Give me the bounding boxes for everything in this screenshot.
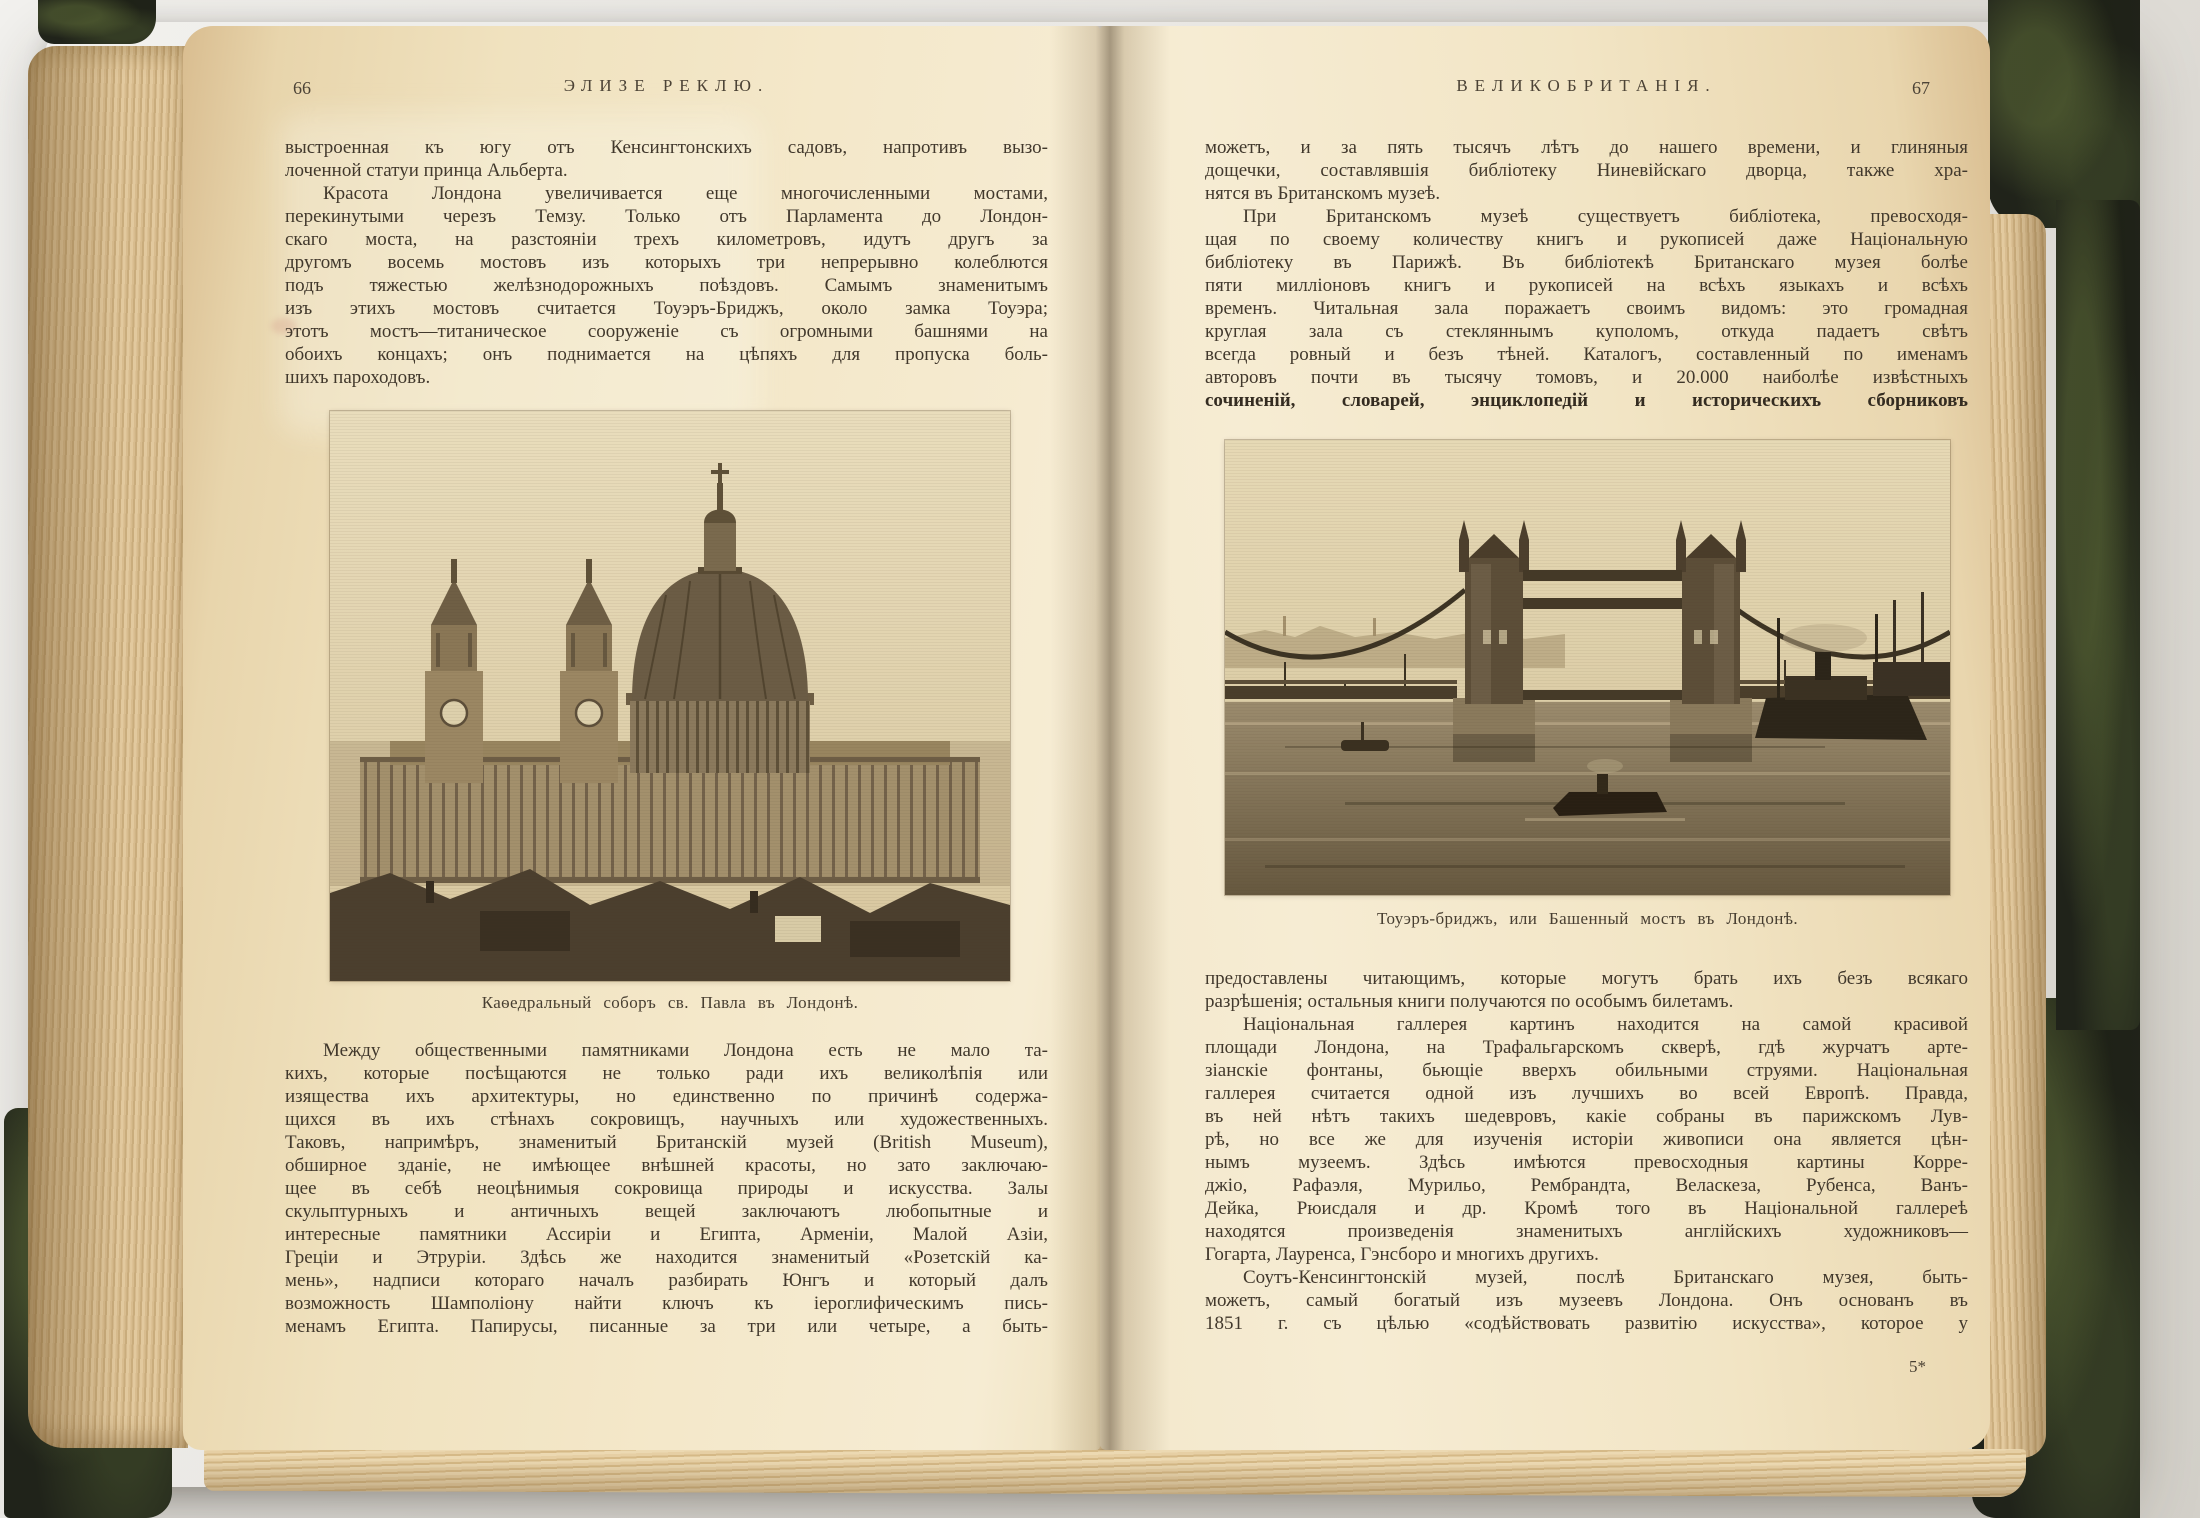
- text-line: можетъ, и за пять тысячъ лѣтъ до нашего времени, и глиняныя: [1205, 137, 1968, 158]
- paragraph-continuation: [285, 136, 1048, 182]
- text-line: разрѣшенія; остальныя книги получаются по особымъ билетамъ.: [1205, 991, 1734, 1012]
- text-line: щая по своему количеству книгъ и рукописей даже Національную: [1205, 229, 1968, 250]
- text-line: обширное зданіе, не имѣющее внѣшней красоты, но зато заключаю-: [285, 1155, 1048, 1176]
- text-line: менамъ Египта. Папирусы, писанные за три или четыре, а быть-: [285, 1316, 1048, 1337]
- page-number-67: 67: [1912, 78, 1930, 98]
- text-line: сочиненій, словарей, энциклопедій и историческихъ сборниковъ: [1205, 390, 1968, 411]
- text-line: рѣ, но все же для изученія исторіи живописи она является цѣн-: [1205, 1129, 1968, 1150]
- page-67-header: [1205, 76, 1968, 100]
- figure-tower-bridge: [1225, 440, 1950, 929]
- text-line: площади Лондона, на Трафальгарскомъ скверѣ, гдѣ журчатъ арте-: [1205, 1037, 1968, 1058]
- running-head-right: ВЕЛИКОБРИТАНІЯ.: [1456, 76, 1717, 95]
- paragraph-bridges: [285, 182, 1048, 389]
- text-line: нятся въ Британскомъ музеѣ.: [1205, 183, 1441, 204]
- text-line: 1851 г. съ цѣлью «содѣйствовать развитію искусства», которое у: [1205, 1313, 1968, 1334]
- text-line: Гогарта, Лауренса, Гэнсборо и многихъ другихъ.: [1205, 1244, 1599, 1265]
- page-66-content: [285, 76, 1048, 1338]
- text-line: джіо, Рафаэля, Мурильо, Рембрандта, Веласкеза, Рубенса, Ванъ-: [1205, 1175, 1968, 1196]
- text-line: временъ. Читальная зала поражаетъ своимъ видомъ: это громадная: [1205, 298, 1968, 319]
- text-line: лоченной статуи принца Альберта.: [285, 160, 568, 181]
- figure-caption-st-pauls: Каѳедральный соборъ св. Павла въ Лондонѣ.: [481, 993, 859, 1012]
- text-line: щихся въ ихъ стѣнахъ сокровищъ, научныхъ или художественныхъ.: [285, 1109, 1048, 1130]
- text-line: интересные памятники Ассиріи и Египта, Арменіи, Малой Азіи,: [285, 1224, 1048, 1245]
- page-67-content: [1205, 76, 1968, 1377]
- page-stack-fore-edge-left: [28, 46, 188, 1448]
- text-line: другомъ восемь мостовъ изъ которыхъ три непрерывно колеблются: [285, 252, 1048, 273]
- page-67: [1100, 26, 1990, 1450]
- page-66: [183, 26, 1100, 1450]
- tower-bridge-photo: [1225, 440, 1950, 895]
- figure-st-pauls: [330, 411, 1010, 1013]
- figure-caption-tower-bridge: Тоуэръ-бриджъ, или Башенный мостъ въ Лондонѣ.: [1376, 909, 1799, 928]
- running-head-left: ЭЛИЗЕ РЕКЛЮ.: [563, 76, 770, 95]
- text-line: библіотеку въ Парижѣ. Въ библіотекѣ Британскаго музея болѣе: [1205, 252, 1968, 273]
- text-line: скульптурныхъ и античныхъ вещей заключаютъ любопытные и: [285, 1201, 1048, 1222]
- page-stack-bottom-edge: [204, 1443, 2026, 1497]
- text-line: кихъ, которые посѣщаются не только ради ихъ великолѣпія или: [285, 1063, 1048, 1084]
- text-line: изъ этихъ мостовъ считается Тоуэръ-Бриджъ, около замка Тоуэра;: [285, 298, 1048, 319]
- book-cover-right-edge: [2056, 200, 2140, 1030]
- paragraph-national-gallery: [1205, 1013, 1968, 1266]
- text-line: выстроенная къ югу отъ Кенсингтонскихъ садовъ, напротивъ вызо-: [285, 137, 1048, 158]
- text-line: шихъ пароходовъ.: [285, 367, 431, 388]
- text-line: зіанскіе фонтаны, бьющіе вверхъ обильными струями. Національная: [1205, 1060, 1968, 1081]
- text-line: можетъ, самый богатый изъ музеевъ Лондона. Онъ основанъ въ: [1205, 1290, 1968, 1311]
- page-number-66: 66: [293, 78, 311, 98]
- text-line: нымъ музеемъ. Здѣсь имѣются превосходныя картины Корре-: [1205, 1152, 1968, 1173]
- text-line: Національная галлерея картинъ находится на самой красивой: [1243, 1014, 1968, 1035]
- book-cover-corner-top-right: [1988, 0, 2140, 228]
- paragraph-british-museum: [285, 1039, 1048, 1338]
- text-line: скаго моста, на разстояніи трехъ километровъ, идутъ другъ за: [285, 229, 1048, 250]
- paragraph-reading-tickets: [1205, 967, 1968, 1013]
- text-line: галлерея считается одной изъ лучшихъ во всей Европѣ. Правда,: [1205, 1083, 1968, 1104]
- text-line: дощечки, составлявшія библіотеку Ниневійскаго дворца, также хра-: [1205, 160, 1968, 181]
- text-line: находятся произведенія знаменитыхъ англійскихъ художниковъ—: [1205, 1221, 1968, 1242]
- text-line: предоставлены читающимъ, которые могутъ брать ихъ безъ всякаго: [1205, 968, 1968, 989]
- text-line: изящества ихъ архитектуры, но единственно по причинѣ содержа-: [285, 1086, 1048, 1107]
- paragraph-south-kensington: [1205, 1266, 1968, 1335]
- paragraph-library: [1205, 205, 1968, 412]
- text-line: перекинутыми черезъ Темзу. Только отъ Парламента до Лондон-: [285, 206, 1048, 227]
- page-stack-fore-edge-right: [1984, 214, 2046, 1458]
- signature-mark: 5*: [1909, 1357, 1926, 1376]
- text-line: въ ней нѣтъ такихъ шедевровъ, какіе собраны въ парижскомъ Лув-: [1205, 1106, 1968, 1127]
- text-line: Дейка, Рюисдаля и др. Кромѣ того въ Національной галлереѣ: [1205, 1198, 1968, 1219]
- text-line: Красота Лондона увеличивается еще многочисленными мостами,: [323, 183, 1048, 204]
- page-66-header: [285, 76, 1048, 100]
- text-line: Таковъ, напримѣръ, знаменитый Британскій музей (British Museum),: [285, 1132, 1048, 1153]
- text-line: щее въ себѣ неоцѣнимыя сокровища природы и искусства. Залы: [285, 1178, 1048, 1199]
- text-line: всегда ровный и безъ тѣней. Каталогъ, составленный по именамъ: [1205, 344, 1968, 365]
- text-line: круглая зала съ стекляннымъ куполомъ, откуда падаетъ свѣтъ: [1205, 321, 1968, 342]
- text-line: обоихъ концахъ; онъ поднимается на цѣпяхъ для пропуска боль-: [285, 344, 1048, 365]
- text-line: возможность Шамполіону найти ключъ къ іероглифическимъ пись-: [285, 1293, 1048, 1314]
- text-line: Греціи и Этруріи. Здѣсь же находится знаменитый «Розетскій ка-: [285, 1247, 1048, 1268]
- text-line: Соутъ-Кенсингтонскій музей, послѣ Британскаго музея, быть-: [1243, 1267, 1968, 1288]
- text-line: авторовъ почти въ тысячу томовъ, и 20.000 наиболѣе извѣстныхъ: [1205, 367, 1968, 388]
- book-cover-corner-top-left: [38, 0, 156, 44]
- text-line: пяти милліоновъ книгъ и рукописей на всѣхъ языкахъ и всѣхъ: [1205, 275, 1968, 296]
- text-line: мень», надписи котораго началъ разбирать Юнгъ и который далъ: [285, 1270, 1048, 1291]
- st-pauls-cathedral-photo: [330, 411, 1010, 981]
- text-line: подъ тяжестью желѣзнодорожныхъ поѣздовъ. Самымъ знаменитымъ: [285, 275, 1048, 296]
- text-line: Между общественными памятниками Лондона есть не мало та-: [323, 1040, 1048, 1061]
- text-line: этотъ мостъ—титаническое сооруженіе съ огромными башнями на: [285, 321, 1048, 342]
- text-line: При Британскомъ музеѣ существуетъ библіотека, превосходя-: [1243, 206, 1968, 227]
- paragraph-clay-tablets: [1205, 136, 1968, 205]
